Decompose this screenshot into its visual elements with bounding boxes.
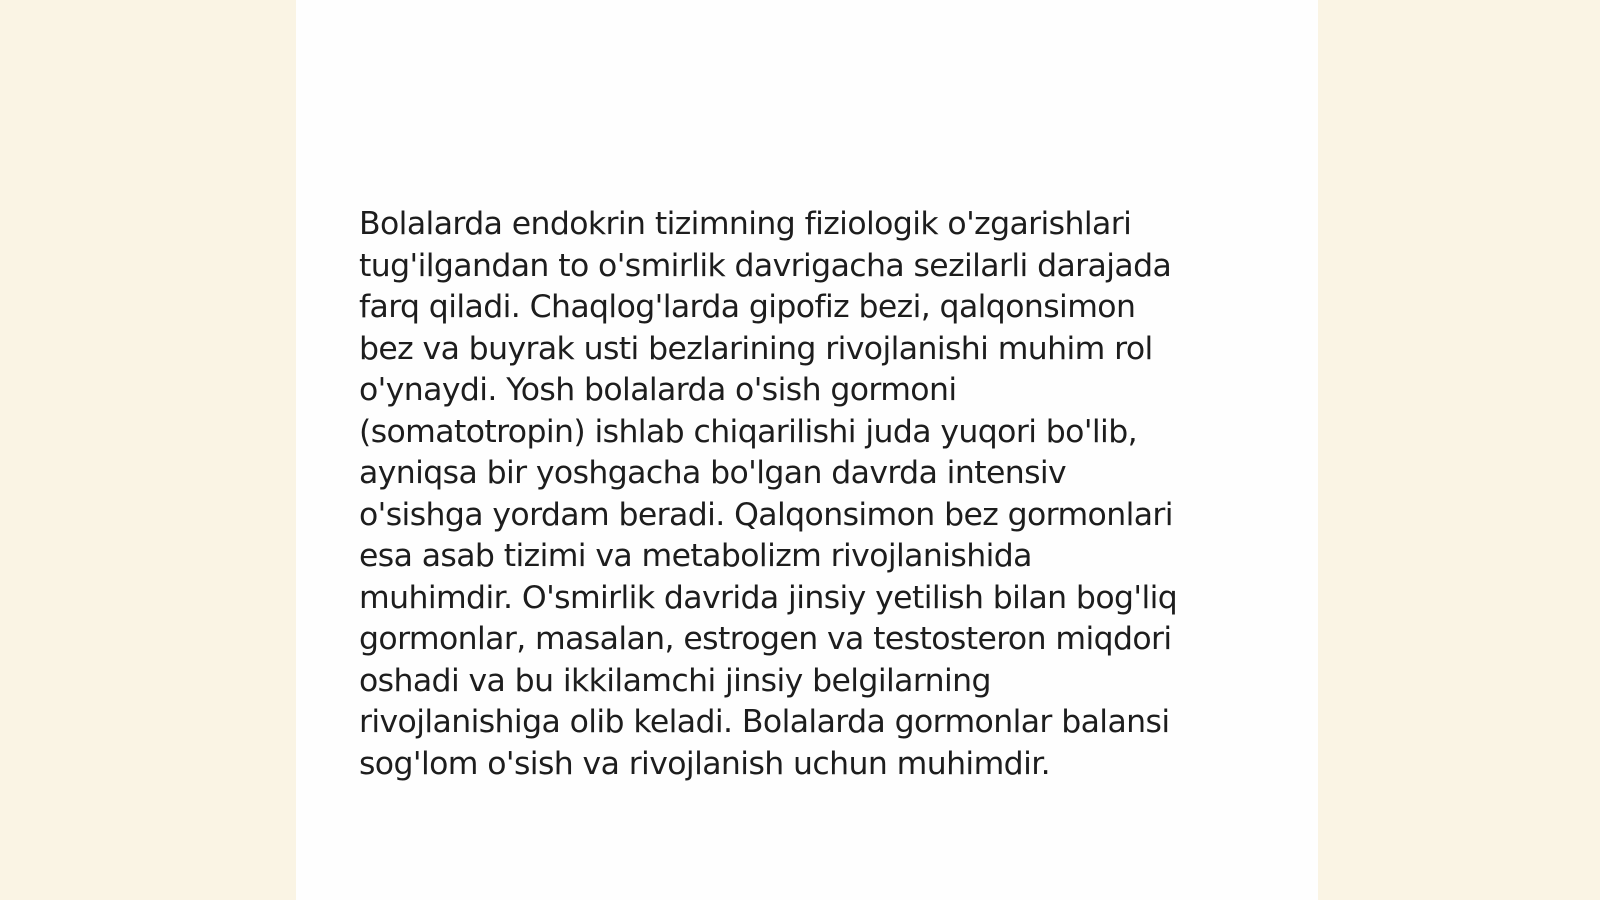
paragraph-line: esa asab tizimi va metabolizm rivojlanishida (359, 538, 1032, 574)
paragraph-line: o'ynaydi. Yosh bolalarda o'sish gormoni (359, 372, 957, 408)
document-page (296, 0, 1318, 900)
paragraph-line: Bolalarda endokrin tizimning fiziologik o'zgarishlari (359, 206, 1132, 242)
paragraph-line: tug'ilgandan to o'smirlik davrigacha sezilarli darajada (359, 247, 1172, 284)
paragraph-line: farq qiladi. Chaqlog'larda gipofiz bezi, qalqonsimon (359, 289, 1136, 325)
left-margin-background (0, 0, 296, 900)
paragraph-line: muhimdir. O'smirlik davrida jinsiy yetilish bilan bog'liq (359, 579, 1178, 616)
paragraph-line: o'sishga yordam beradi. Qalqonsimon bez gormonlari (359, 496, 1173, 533)
right-margin-background (1318, 0, 1600, 900)
body-paragraph (359, 204, 1259, 785)
paragraph-line: gormonlar, masalan, estrogen va testosteron miqdori (359, 621, 1172, 657)
paragraph-line: (somatotropin) ishlab chiqarilishi juda yuqori bo'lib, (359, 413, 1138, 450)
paragraph-line: ayniqsa bir yoshgacha bo'lgan davrda intensiv (359, 455, 1067, 491)
paragraph-line: rivojlanishiga olib keladi. Bolalarda gormonlar balansi (359, 704, 1170, 740)
paragraph-line: sog'lom o'sish va rivojlanish uchun muhimdir. (359, 745, 1051, 782)
paragraph-line: oshadi va bu ikkilamchi jinsiy belgilarning (359, 662, 991, 699)
paragraph-line: bez va buyrak usti bezlarining rivojlanishi muhim rol (359, 330, 1153, 367)
